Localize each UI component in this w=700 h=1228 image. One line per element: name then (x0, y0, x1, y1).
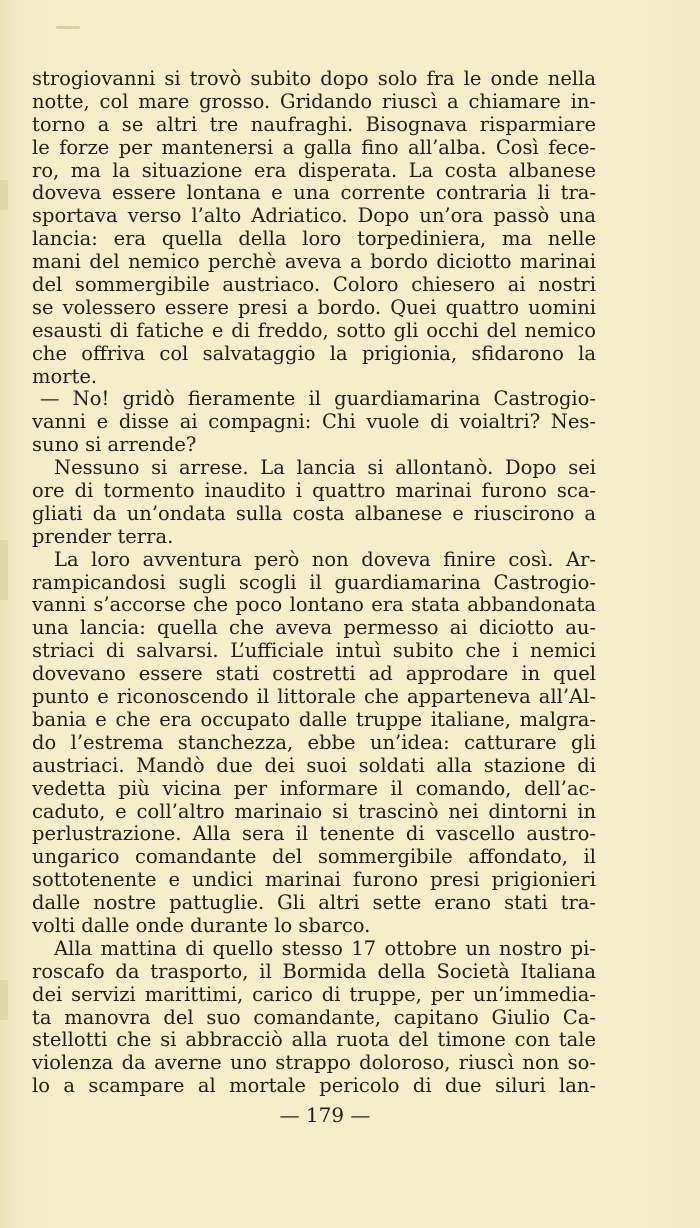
text-line: dei servizi marittimi, carico di truppe, per un’immedia- (32, 983, 596, 1006)
text-line: mani del nemico perchè aveva a bordo diciotto marinai (32, 251, 596, 274)
text-line: austriaci. Mandò due dei suoi soldati alla stazione di (32, 754, 596, 777)
text-line: le forze per mantenersi a galla fino all’alba. Così fece- (32, 136, 596, 159)
text-line: La loro avventura però non doveva finire così. Ar- (54, 548, 596, 571)
text-line: ta manovra del suo comandante, capitano Giulio Ca- (32, 1006, 596, 1029)
text-line: ore di tormento inaudito i quattro marinai furono sca- (32, 480, 596, 503)
text-line: sottotenente e undici marinai furono presi prigionieri (32, 869, 596, 892)
text-line: vedetta più vicina per informare il comando, dell’ac- (32, 777, 596, 800)
page-edge-stain (0, 540, 8, 600)
page-edge-stain (0, 180, 8, 210)
text-line: notte, col mare grosso. Gridando riuscì a chiamare in- (32, 90, 596, 113)
text-line: roscafo da trasporto, il Bormida della Società Italiana (32, 960, 596, 983)
text-line: Nessuno si arrese. La lancia si allontanò. Dopo sei (54, 457, 596, 480)
text-line: lo a scampare al mortale pericolo di due siluri lan- (32, 1075, 596, 1098)
text-line: striaci di salvarsi. L’ufficiale intuì subito che i nemici (32, 640, 596, 663)
page-smudge (56, 26, 80, 29)
text-line: del sommergibile austriaco. Coloro chiesero ai nostri (32, 274, 596, 297)
text-line: perlustrazione. Alla sera il tenente di vascello austro- (32, 823, 596, 846)
text-line: lancia: era quella della loro torpediniera, ma nelle (32, 228, 596, 251)
text-line: — No! gridò fieramente il guardiamarina Castrogio- (40, 388, 596, 411)
text-line: una lancia: quella che aveva permesso ai diciotto au- (32, 617, 596, 640)
page-edge-stain (0, 980, 8, 1020)
text-line: rampicandosi sugli scogli il guardiamarina Castrogio- (32, 571, 596, 594)
text-line: caduto, e coll’altro marinaio si trascinò nei dintorni in (32, 800, 596, 823)
text-line: strogiovanni si trovò subito dopo solo fra le onde nella (32, 68, 596, 90)
text-line: torno a se altri tre naufraghi. Bisognava risparmiare (32, 113, 596, 136)
text-line: violenza da averne uno strappo doloroso, riuscì non so- (32, 1052, 596, 1075)
text-line: prender terra. (32, 525, 174, 548)
page-number: — 179 — (279, 1103, 371, 1127)
text-line: bania e che era occupato dalle truppe italiane, malgra- (32, 708, 596, 731)
text-line: gliati da un’ondata sulla costa albanese e riuscirono a (32, 502, 596, 525)
text-line: che offriva col salvataggio la prigionia, sfidarono la (32, 342, 596, 365)
text-line: ungarico comandante del sommergibile affondato, il (32, 846, 596, 869)
text-line: vanni e disse ai compagni: Chi vuole di voialtri? Nes- (32, 411, 596, 434)
text-line: sportava verso l’alto Adriatico. Dopo un’ora passò una (32, 205, 596, 228)
text-line: dovevano essere stati costretti ad approdare in quel (32, 663, 596, 686)
text-line: vanni s’accorse che poco lontano era stata abbandonata (32, 594, 596, 617)
text-line: suno si arrende? (32, 434, 197, 457)
body-text (32, 68, 596, 1098)
text-line: volti dalle onde durante lo sbarco. (32, 914, 371, 937)
text-line: Alla mattina di quello stesso 17 ottobre un nostro pi- (54, 937, 596, 960)
text-line: se volessero essere presi a bordo. Quei quattro uomini (32, 296, 596, 319)
text-line: do l’estrema stanchezza, ebbe un’idea: catturare gli (32, 731, 596, 754)
text-line: morte. (32, 365, 98, 388)
text-line: ro, ma la situazione era disperata. La costa albanese (32, 159, 596, 182)
text-line: stellotti che si abbracciò alla ruota del timone con tale (32, 1029, 596, 1052)
text-line: esausti di fatiche e di freddo, sotto gli occhi del nemico (32, 319, 596, 342)
text-line: punto e riconoscendo il littorale che apparteneva all’Al- (32, 686, 596, 709)
text-line: doveva essere lontana e una corrente contraria li tra- (32, 182, 596, 205)
text-line: dalle nostre pattuglie. Gli altri sette erano stati tra- (32, 892, 596, 915)
